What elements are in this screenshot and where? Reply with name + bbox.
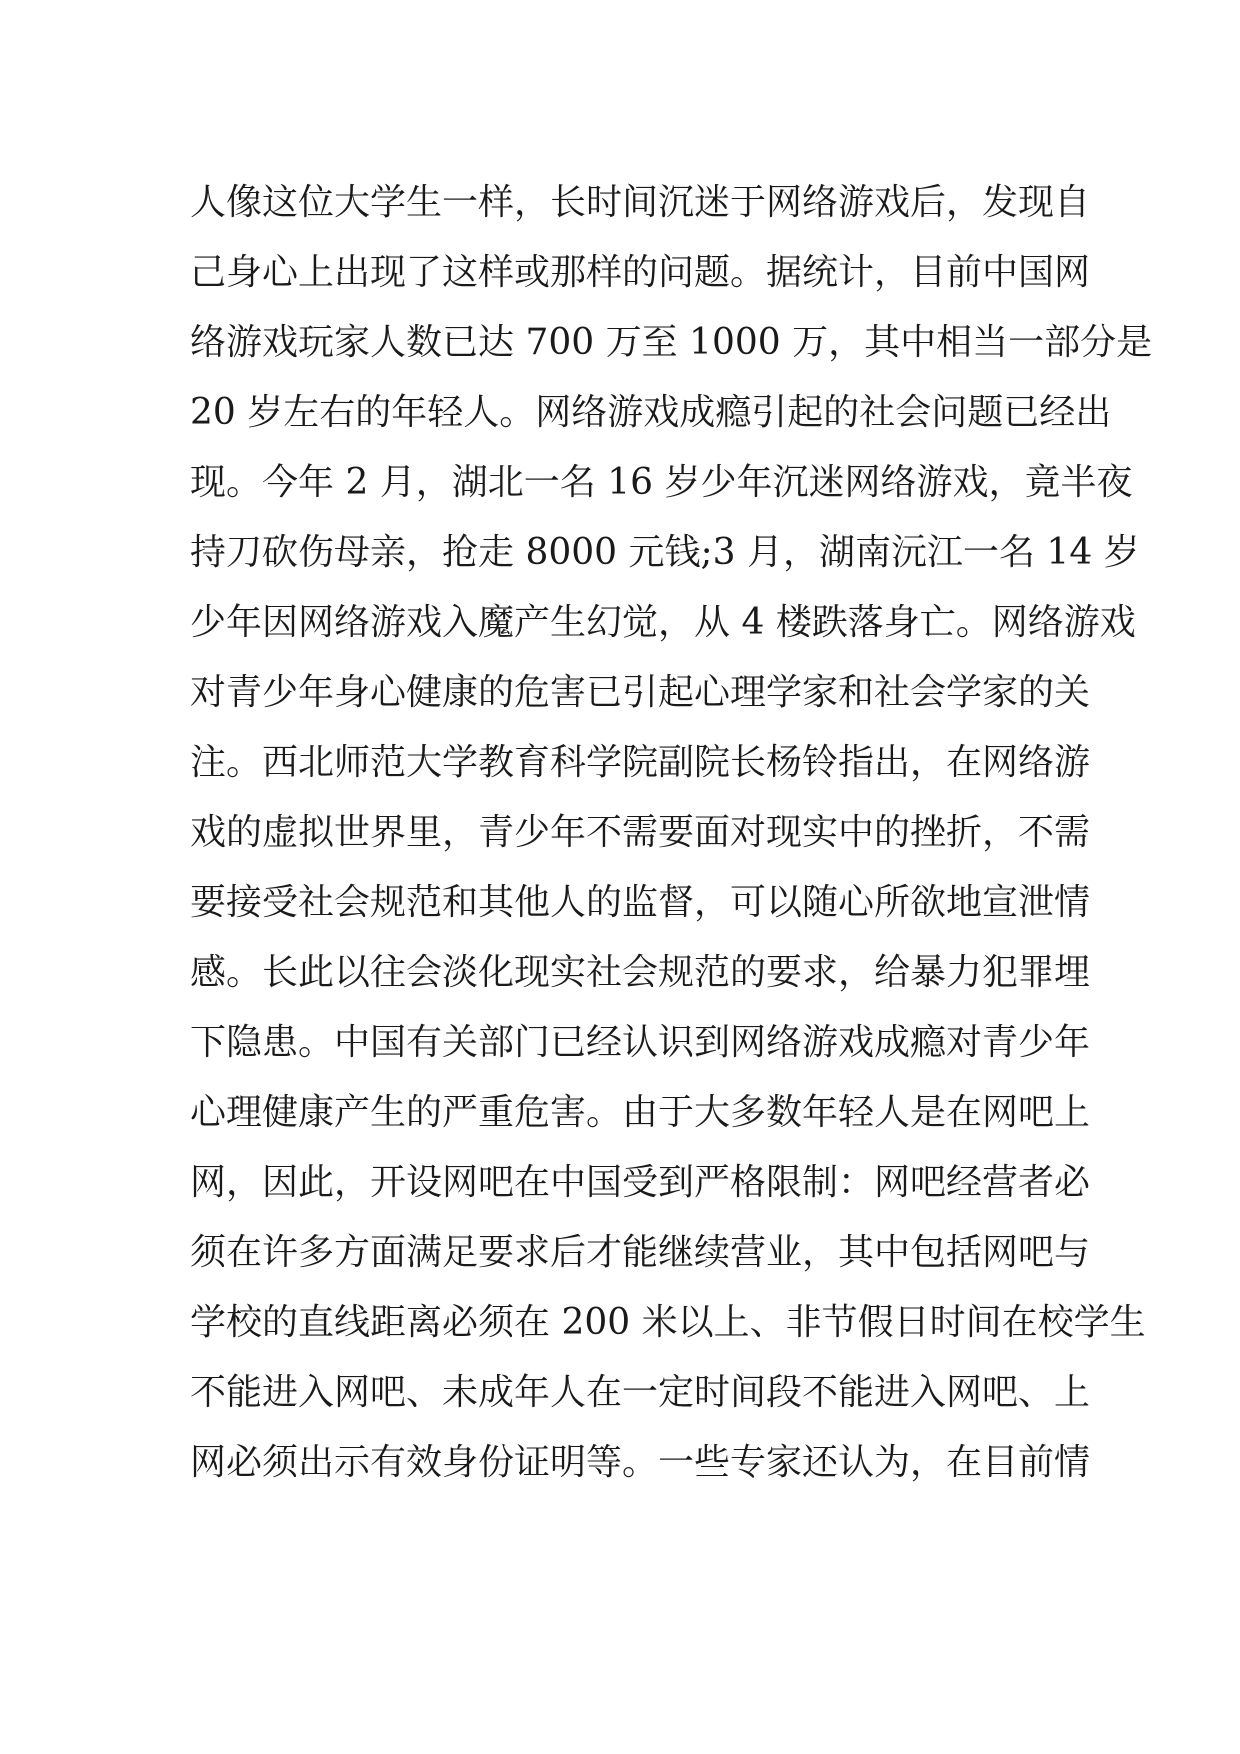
text-line-13: 下隐患。中国有关部门已经认识到网络游戏成瘾对青少年 (190, 1022, 1091, 1063)
text-line-5: 现。今年 2 月，湖北一名 16 岁少年沉迷网络游戏，竟半夜 (190, 462, 1133, 503)
text-line-10: 戏的虚拟世界里，青少年不需要面对现实中的挫折，不需 (190, 812, 1091, 853)
text-line-8: 对青少年身心健康的危害已引起心理学家和社会学家的关 (190, 672, 1091, 713)
text-line-18: 不能进入网吧、未成年人在一定时间段不能进入网吧、上 (190, 1372, 1091, 1413)
text-line-6: 持刀砍伤母亲，抢走 8000 元钱;3 月，湖南沅江一名 14 岁 (190, 532, 1140, 573)
text-line-2: 己身心上出现了这样或那样的问题。据统计，目前中国网 (190, 252, 1091, 293)
text-line-3: 络游戏玩家人数已达 700 万至 1000 万，其中相当一部分是 (190, 322, 1153, 363)
text-line-15: 网，因此，开设网吧在中国受到严格限制：网吧经营者必 (190, 1162, 1091, 1203)
body-paragraph (190, 168, 1153, 1498)
text-line-19: 网必须出示有效身份证明等。一些专家还认为，在目前情 (190, 1442, 1091, 1483)
text-line-16: 须在许多方面满足要求后才能继续营业，其中包括网吧与 (190, 1232, 1091, 1273)
text-line-7: 少年因网络游戏入魔产生幻觉，从 4 楼跌落身亡。网络游戏 (190, 602, 1136, 643)
text-line-4: 20 岁左右的年轻人。网络游戏成瘾引起的社会问题已经出 (190, 392, 1112, 433)
text-line-12: 感。长此以往会淡化现实社会规范的要求，给暴力犯罪埋 (190, 952, 1091, 993)
text-line-14: 心理健康产生的严重危害。由于大多数年轻人是在网吧上 (190, 1092, 1091, 1133)
text-line-1: 人像这位大学生一样，长时间沉迷于网络游戏后，发现自 (190, 182, 1091, 223)
text-line-11: 要接受社会规范和其他人的监督，可以随心所欲地宣泄情 (190, 882, 1091, 923)
text-line-9: 注。西北师范大学教育科学院副院长杨铃指出，在网络游 (190, 742, 1091, 783)
text-line-17: 学校的直线距离必须在 200 米以上、非节假日时间在校学生 (190, 1302, 1146, 1343)
